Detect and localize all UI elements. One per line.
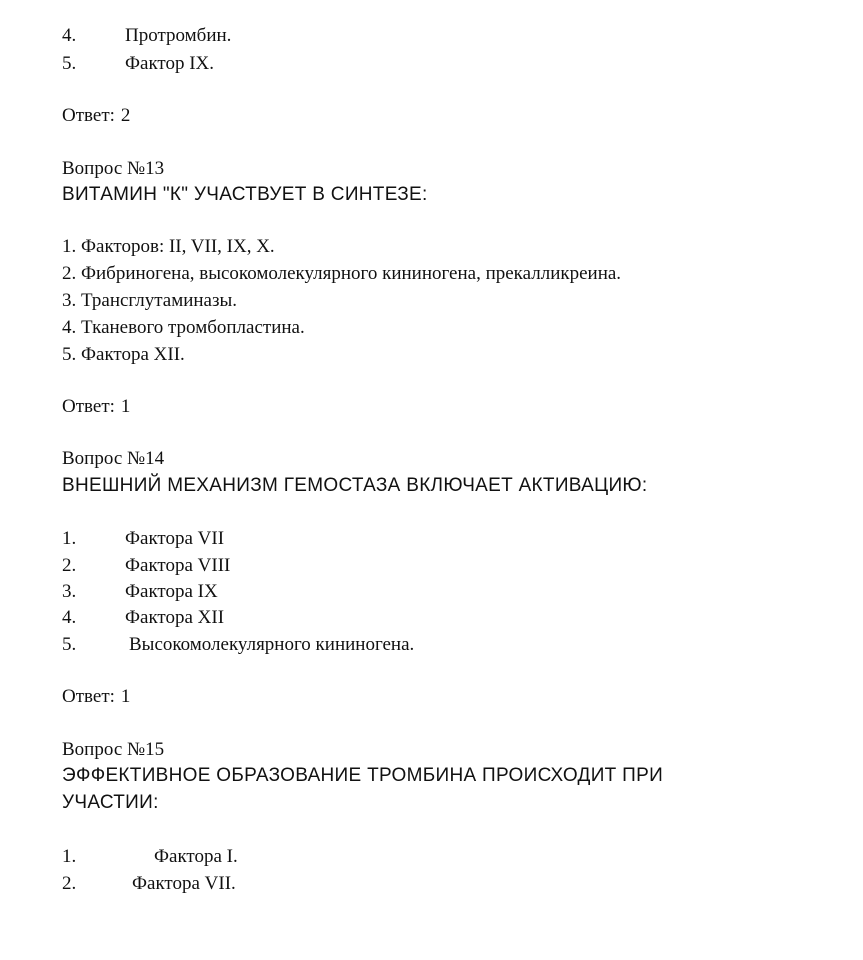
answer-label: Ответ: — [62, 686, 115, 707]
answer-label: Ответ: — [62, 396, 115, 417]
answer-label: Ответ: — [62, 105, 115, 126]
option-text: Фактора I. — [154, 846, 238, 867]
option-number: 2. — [62, 555, 77, 576]
question-title: Вопрос №15 — [62, 739, 165, 760]
question-text-line2: УЧАСТИИ: — [62, 792, 159, 813]
option-item: 2. Фибриногена, высокомолекулярного кининогена, прекалликреина. — [62, 263, 622, 284]
option-number: 5. — [62, 634, 77, 655]
option-text: Фактора VIII — [125, 555, 231, 576]
option-item: 5. Фактора XII. — [62, 344, 185, 365]
question-title: Вопрос №14 — [62, 448, 165, 469]
option-number: 1. — [62, 528, 77, 549]
item-number: 5. — [62, 53, 77, 74]
option-number: 1. — [62, 846, 77, 867]
answer-value: 1 — [120, 396, 131, 417]
option-item: 1. Факторов: II, VII, IX, X. — [62, 236, 275, 257]
option-text: Фактора XII — [125, 607, 225, 628]
option-number: 3. — [62, 581, 77, 602]
answer-value: 1 — [120, 686, 131, 707]
item-number: 4. — [62, 25, 77, 46]
question-text-line1: ЭФФЕКТИВНОЕ ОБРАЗОВАНИЕ ТРОМБИНА ПРОИСХОДИТ ПРИ — [62, 765, 664, 786]
option-text: Фактора VII — [125, 528, 225, 549]
item-text: Фактор IX. — [125, 53, 215, 74]
option-text: Высокомолекулярного кининогена. — [129, 634, 415, 655]
answer-line — [62, 104, 130, 128]
option-item: 3. Трансглутаминазы. — [62, 290, 238, 311]
question-title: Вопрос №13 — [62, 158, 165, 179]
option-text: Фактора VII. — [132, 873, 236, 894]
question-text: ВНЕШНИЙ МЕХАНИЗМ ГЕМОСТАЗА ВКЛЮЧАЕТ АКТИВАЦИЮ: — [62, 475, 648, 496]
option-text: Фактора IX — [125, 581, 218, 602]
question-text: ВИТАМИН "К" УЧАСТВУЕТ В СИНТЕЗЕ: — [62, 184, 428, 205]
item-text: Протромбин. — [125, 25, 232, 46]
option-number: 4. — [62, 607, 77, 628]
answer-value: 2 — [120, 105, 131, 126]
answer-line — [62, 395, 130, 419]
option-number: 2. — [62, 873, 77, 894]
option-item: 4. Тканевого тромбопластина. — [62, 317, 305, 338]
answer-line — [62, 685, 130, 709]
